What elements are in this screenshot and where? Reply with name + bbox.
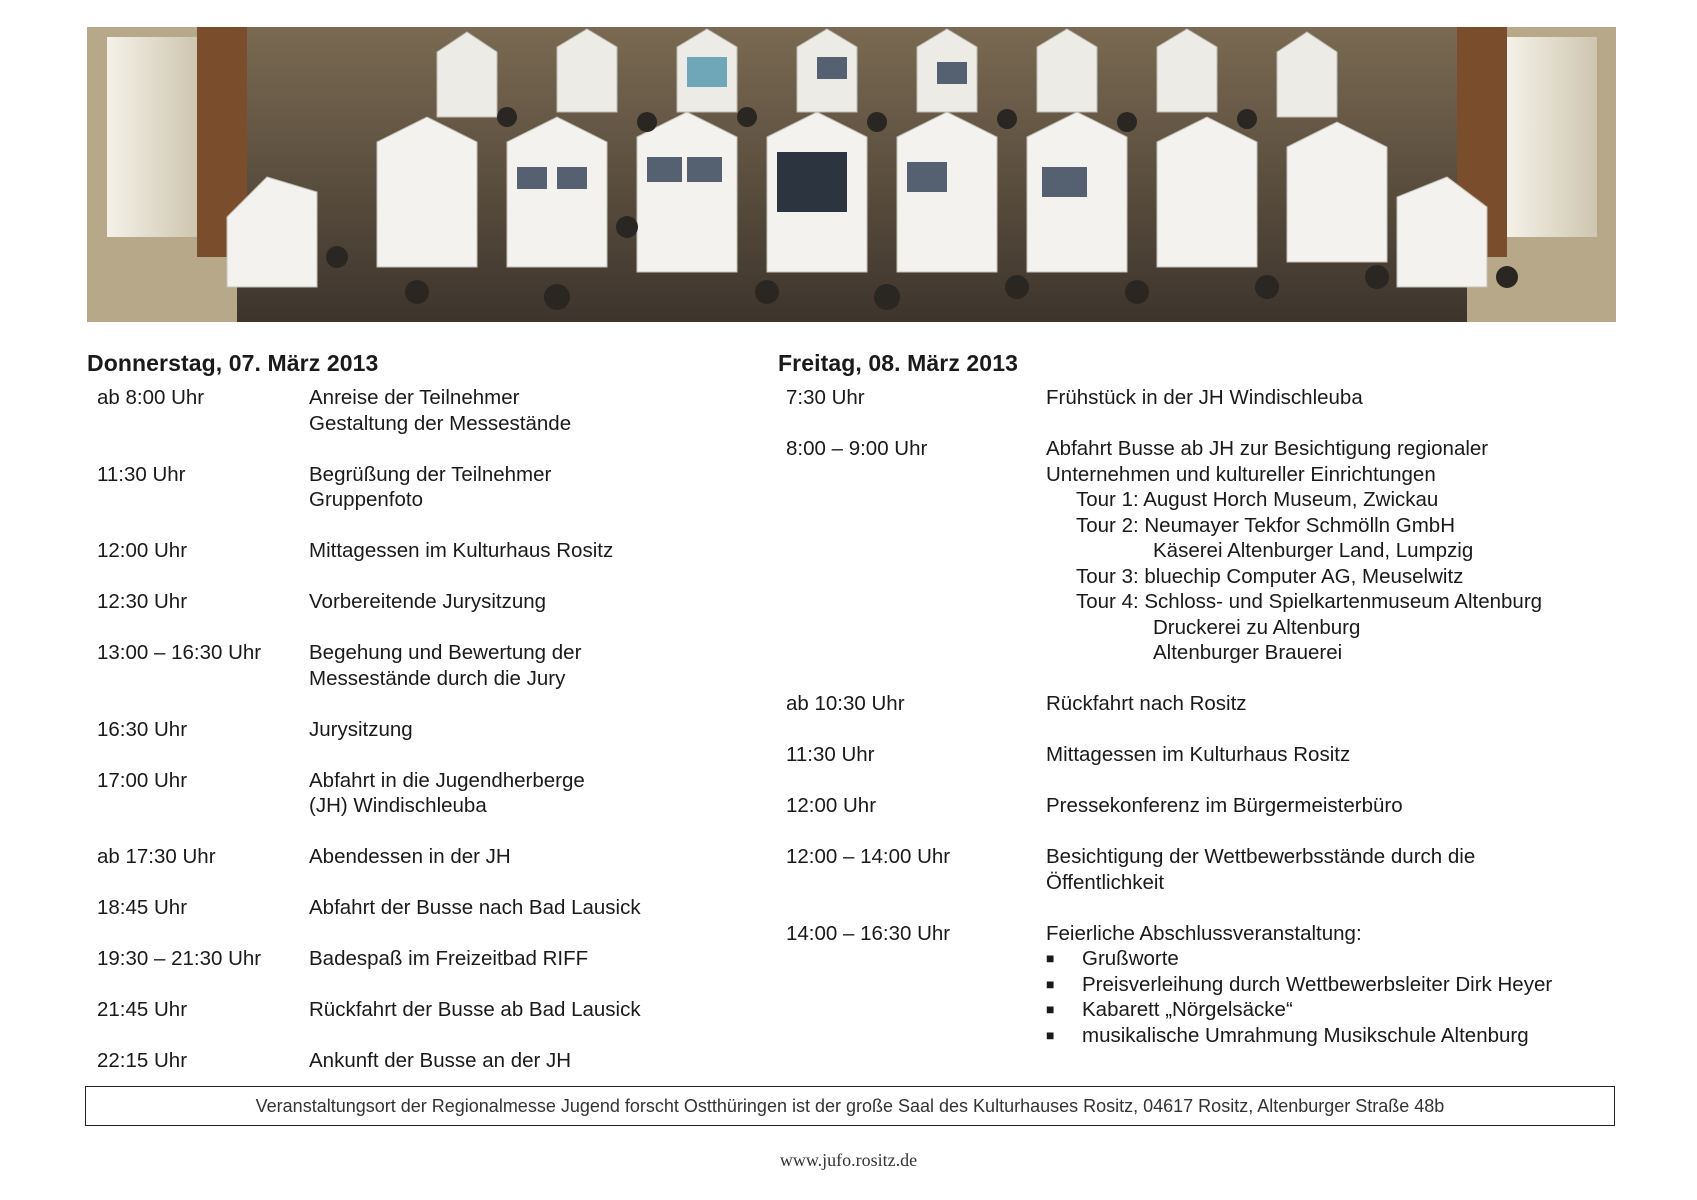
- friday-title: Freitag, 08. März 2013: [778, 350, 1018, 376]
- schedule-row: [87, 385, 767, 436]
- row-text: Rückfahrt nach Rositz: [1046, 692, 1247, 715]
- list-item-text: Kabarett „Nörgelsäcke“: [1082, 998, 1293, 1021]
- row-time: 22:15 Uhr: [97, 1049, 188, 1072]
- schedule-row: [778, 921, 1618, 1049]
- bullet-icon: ■: [1046, 1026, 1055, 1043]
- tour-4: Tour 4: Schloss- und Spielkartenmuseum Altenburg: [1076, 590, 1543, 613]
- row-text: Mittagessen im Kulturhaus Rositz: [1046, 743, 1351, 766]
- row-time: 21:45 Uhr: [97, 998, 188, 1021]
- thursday-schedule: [87, 350, 767, 1099]
- schedule-row: [87, 717, 767, 743]
- website-url[interactable]: www.jufo.rositz.de: [779, 1150, 918, 1170]
- row-text: Besichtigung der Wettbewerbsstände durch die: [1046, 845, 1476, 868]
- row-text: (JH) Windischleuba: [309, 794, 487, 817]
- friday-schedule: [778, 350, 1618, 1074]
- row-time: 11:30 Uhr: [97, 462, 186, 486]
- schedule-row: [778, 385, 1618, 411]
- tour-4-continued: Altenburger Brauerei: [1153, 641, 1343, 664]
- schedule-row: [87, 946, 767, 972]
- tour-4-continued: Druckerei zu Altenburg: [1153, 615, 1361, 639]
- row-time: ab 10:30 Uhr: [786, 692, 905, 715]
- row-text: Begrüßung der Teilnehmer: [309, 462, 552, 486]
- tour-1: Tour 1: August Horch Museum, Zwickau: [1076, 488, 1439, 511]
- schedule-row: [778, 844, 1618, 895]
- row-text: Anreise der Teilnehmer: [309, 386, 520, 409]
- exhibition-hall-photo: [87, 27, 1616, 322]
- thursday-title: Donnerstag, 07. März 2013: [87, 350, 379, 376]
- schedule-row: [87, 589, 767, 615]
- list-item-text: Grußworte: [1082, 947, 1179, 970]
- schedule-row: [87, 997, 767, 1023]
- row-time: 11:30 Uhr: [786, 743, 875, 766]
- row-text: Abfahrt Busse ab JH zur Besichtigung regionaler: [1046, 437, 1489, 460]
- row-text: Messestände durch die Jury: [309, 666, 566, 690]
- row-text: Gruppenfoto: [309, 488, 423, 511]
- row-text: Pressekonferenz im Bürgermeisterbüro: [1046, 794, 1403, 817]
- row-time: 14:00 – 16:30 Uhr: [786, 921, 951, 945]
- row-time: 12:00 Uhr: [786, 794, 877, 817]
- exhibition-hall-photo-icon: [87, 27, 1616, 322]
- list-item: [1046, 997, 1618, 1023]
- tour-2: Tour 2: Neumayer Tekfor Schmölln GmbH: [1076, 513, 1456, 537]
- row-text: Ankunft der Busse an der JH: [309, 1049, 572, 1072]
- row-time: 7:30 Uhr: [786, 386, 865, 409]
- row-text: Abendessen in der JH: [309, 845, 511, 868]
- row-time: ab 17:30 Uhr: [97, 845, 216, 868]
- schedule-row: [778, 793, 1618, 819]
- schedule-row: [87, 768, 767, 819]
- row-text: Frühstück in der JH Windischleuba: [1046, 386, 1363, 409]
- schedule-row: [87, 1048, 767, 1074]
- list-item-text: musikalische Umrahmung Musikschule Altenburg: [1082, 1023, 1529, 1047]
- tour-2-continued: Käserei Altenburger Land, Lumpzig: [1153, 539, 1474, 562]
- schedule-row: [87, 462, 767, 513]
- row-time: 19:30 – 21:30 Uhr: [97, 947, 262, 970]
- row-text: Rückfahrt der Busse ab Bad Lausick: [309, 998, 641, 1021]
- tour-3: Tour 3: bluechip Computer AG, Meuselwitz: [1076, 564, 1464, 588]
- bullet-icon: ■: [1046, 1001, 1055, 1017]
- list-item: [1046, 972, 1618, 998]
- venue-box: [85, 1086, 1615, 1126]
- schedule-row: [87, 844, 767, 870]
- row-text: Gestaltung der Messestände: [309, 411, 572, 435]
- bullet-icon: ■: [1046, 950, 1055, 966]
- row-time: 18:45 Uhr: [97, 896, 188, 919]
- row-text: Unternehmen und kultureller Einrichtungen: [1046, 462, 1436, 486]
- row-time: ab 8:00 Uhr: [97, 386, 205, 409]
- row-time: 12:00 Uhr: [97, 539, 188, 562]
- schedule-row: [778, 436, 1618, 666]
- bullet-icon: ■: [1046, 975, 1055, 992]
- row-text: Abfahrt in die Jugendherberge: [309, 768, 585, 792]
- schedule-row: [87, 895, 767, 921]
- list-item: [1046, 1023, 1618, 1049]
- row-text: Begehung und Bewertung der: [309, 641, 582, 664]
- row-time: 8:00 – 9:00 Uhr: [786, 437, 928, 460]
- row-time: 12:00 – 14:00 Uhr: [786, 845, 951, 868]
- row-text: Öffentlichkeit: [1046, 870, 1165, 894]
- schedule-row: [87, 640, 767, 691]
- schedule-row: [778, 742, 1618, 768]
- row-text: Vorbereitende Jurysitzung: [309, 590, 547, 613]
- venue-text: Veranstaltungsort der Regionalmesse Jugend forscht Ostthüringen ist der große Saal des Kulturhauses Rositz, 04617 Rositz, Altenburger Straße 48b: [255, 1095, 1445, 1116]
- row-time: 12:30 Uhr: [97, 590, 188, 613]
- schedule-row: [87, 538, 767, 564]
- row-time: 13:00 – 16:30 Uhr: [97, 641, 262, 664]
- row-text: Abfahrt der Busse nach Bad Lausick: [309, 896, 641, 919]
- schedule-row: [778, 691, 1618, 717]
- row-text: Badespaß im Freizeitbad RIFF: [309, 947, 589, 970]
- row-time: 17:00 Uhr: [97, 768, 188, 792]
- list-item: [1046, 946, 1618, 972]
- row-time: 16:30 Uhr: [97, 717, 188, 741]
- list-item-text: Preisverleihung durch Wettbewerbsleiter Dirk Heyer: [1082, 972, 1553, 996]
- row-text: Jurysitzung: [309, 717, 413, 741]
- row-text: Feierliche Abschlussveranstaltung:: [1046, 921, 1362, 945]
- row-text: Mittagessen im Kulturhaus Rositz: [309, 539, 614, 562]
